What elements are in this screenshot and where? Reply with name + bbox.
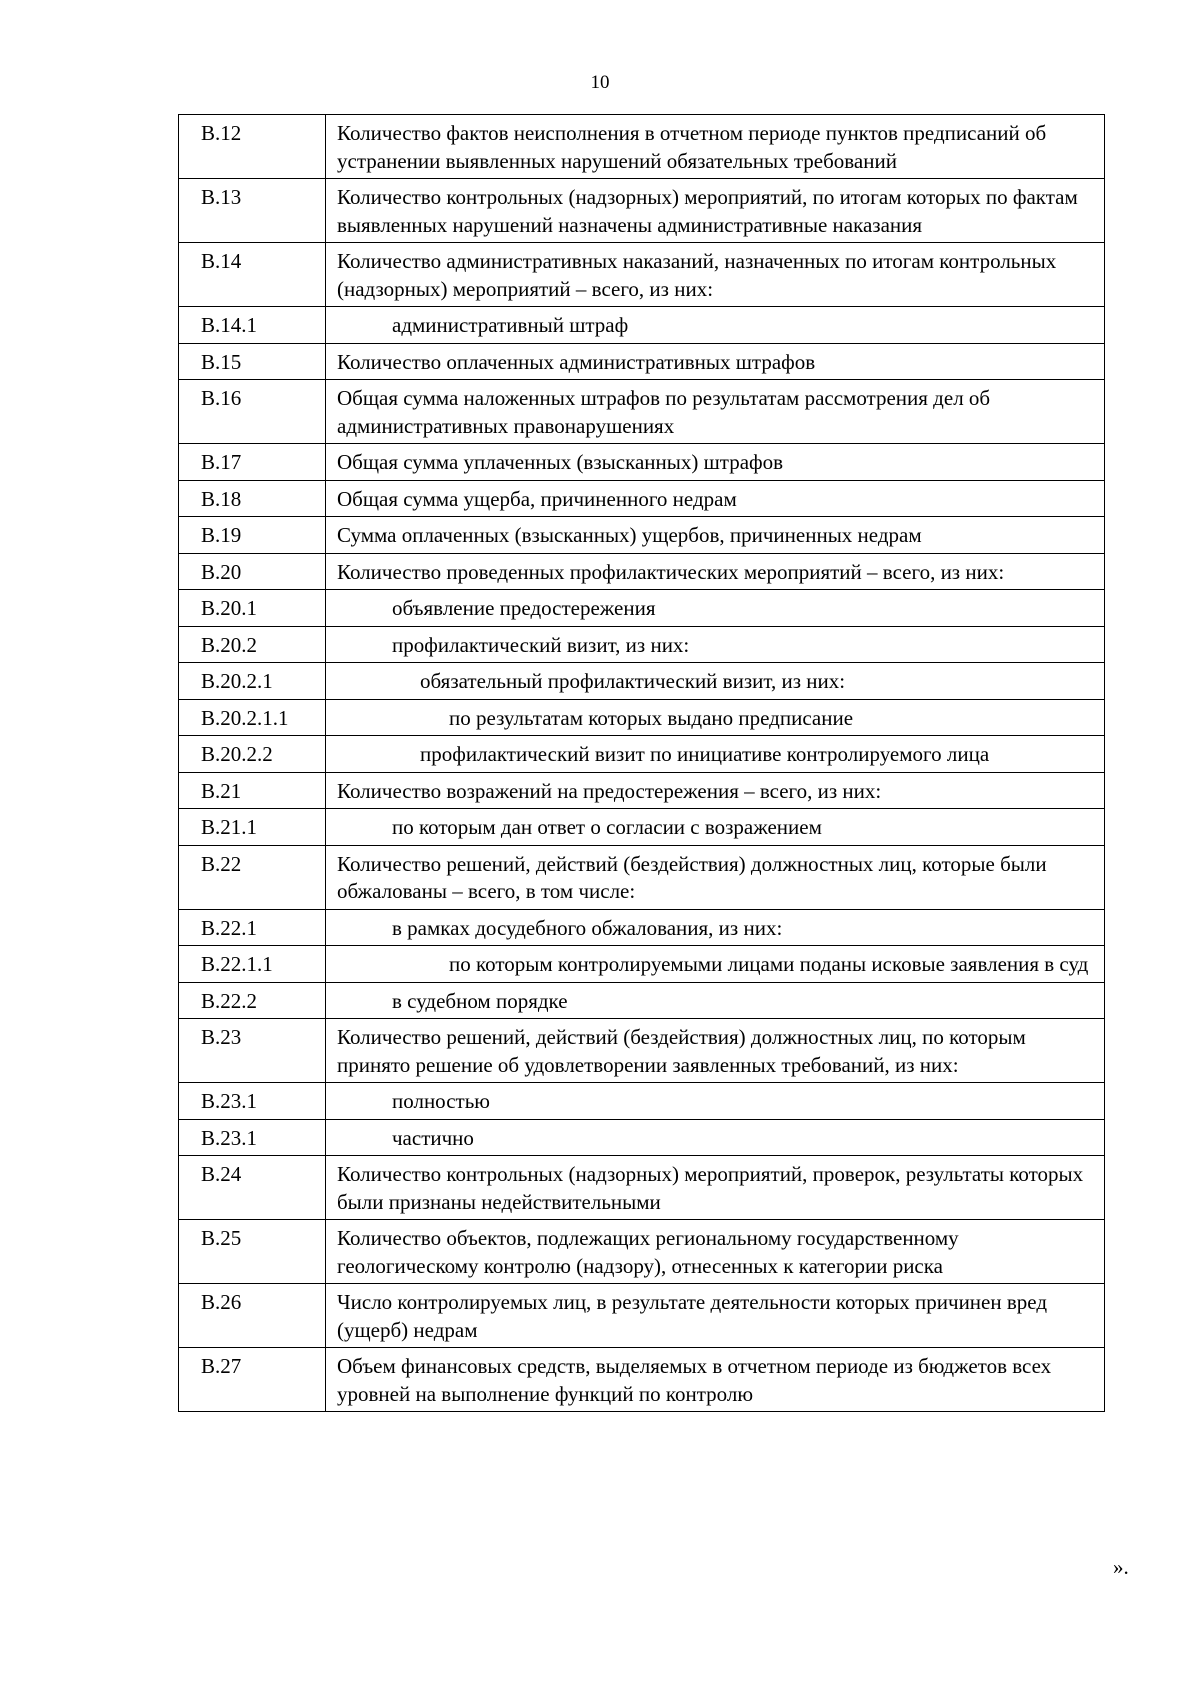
indicator-code: В.20.2.2	[179, 736, 326, 773]
table-row	[179, 663, 1105, 700]
indicator-description: Объем финансовых средств, выделяемых в отчетном периоде из бюджетов всех уровней на выполнение функций по контролю	[337, 1354, 1052, 1406]
indicator-description-cell	[326, 380, 1105, 444]
indicator-code: В.20	[179, 553, 326, 590]
indicator-description-cell	[326, 307, 1105, 344]
indicator-description: частично	[392, 1125, 474, 1150]
indicator-code: В.22.1.1	[179, 946, 326, 983]
indicator-description: полностью	[392, 1089, 490, 1113]
table-row	[179, 809, 1105, 846]
indicator-description-cell	[326, 982, 1105, 1019]
indicator-code: В.19	[179, 517, 326, 554]
indicator-code: В.16	[179, 380, 326, 444]
indicator-code: В.22.2	[179, 982, 326, 1019]
indicator-code: В.26	[179, 1284, 326, 1348]
table-row	[179, 343, 1105, 380]
indicator-description-cell	[326, 1220, 1105, 1284]
indicator-description: объявление предостережения	[392, 596, 656, 620]
indicator-description: Количество объектов, подлежащих региональному государственному геологическому контролю (надзору), отнесенных к категории риска	[337, 1226, 959, 1278]
indicator-description: Количество проведенных профилактических мероприятий – всего, из них:	[337, 559, 1005, 584]
table-row	[179, 444, 1105, 481]
indicator-description-cell	[326, 1156, 1105, 1220]
table-row	[179, 380, 1105, 444]
indicator-description-cell	[326, 179, 1105, 243]
indicator-description: Число контролируемых лиц, в результате деятельности которых причинен вред (ущерб) недрам	[337, 1290, 1048, 1342]
indicator-code: В.20.2	[179, 626, 326, 663]
indicator-code: В.15	[179, 343, 326, 380]
indicator-description-cell	[326, 1348, 1105, 1412]
table-row	[179, 845, 1105, 909]
indicator-code: В.23.1	[179, 1083, 326, 1120]
table-row	[179, 480, 1105, 517]
indicator-description: по которым дан ответ о согласии с возражением	[392, 815, 822, 839]
indicator-description-cell	[326, 736, 1105, 773]
table-row	[179, 517, 1105, 554]
indicator-code: В.20.2.1.1	[179, 699, 326, 736]
indicator-description-cell	[326, 590, 1105, 627]
indicator-description: Количество возражений на предостережения – всего, из них:	[337, 778, 882, 803]
indicator-code: В.22	[179, 845, 326, 909]
indicator-description: по которым контролируемыми лицами поданы исковые заявления в суд	[449, 952, 1089, 976]
indicator-description: Количество административных наказаний, назначенных по итогам контрольных (надзорных) мероприятий – всего, из них:	[337, 249, 1057, 301]
indicator-description-cell	[326, 699, 1105, 736]
indicator-code: В.20.2.1	[179, 663, 326, 700]
table-row	[179, 1083, 1105, 1120]
table-row	[179, 909, 1105, 946]
table-row	[179, 626, 1105, 663]
indicators-table-body	[179, 115, 1105, 1412]
indicator-description-cell	[326, 343, 1105, 380]
indicator-code: В.17	[179, 444, 326, 481]
indicator-description: административный штраф	[392, 313, 629, 337]
page-number: 10	[590, 72, 610, 93]
indicator-code: В.18	[179, 480, 326, 517]
indicator-code: В.24	[179, 1156, 326, 1220]
indicator-description-cell	[326, 553, 1105, 590]
table-row	[179, 1156, 1105, 1220]
indicator-code: В.23.1	[179, 1119, 326, 1156]
table-row	[179, 772, 1105, 809]
indicator-description-cell	[326, 480, 1105, 517]
indicator-description: Количество решений, действий (бездействия) должностных лиц, по которым принято решение об удовлетворении заявленных требований, из них:	[337, 1025, 1026, 1077]
indicator-code: В.22.1	[179, 909, 326, 946]
indicator-description: Сумма оплаченных (взысканных) ущербов, причиненных недрам	[337, 523, 922, 547]
table-row	[179, 736, 1105, 773]
indicator-code: В.25	[179, 1220, 326, 1284]
indicator-description-cell	[326, 909, 1105, 946]
table-row	[179, 115, 1105, 179]
indicator-description: обязательный профилактический визит, из них:	[420, 669, 846, 693]
indicator-description-cell	[326, 772, 1105, 809]
table-row	[179, 1119, 1105, 1156]
indicator-description: Количество фактов неисполнения в отчетном периоде пунктов предписаний об устранении выявленных нарушений обязательных требований	[337, 121, 1047, 173]
indicator-description: профилактический визит, из них:	[392, 632, 690, 657]
indicator-description: в рамках досудебного обжалования, из них:	[392, 915, 783, 940]
indicator-description-cell	[326, 845, 1105, 909]
indicator-description: в судебном порядке	[392, 988, 568, 1013]
indicator-description-cell	[326, 243, 1105, 307]
indicator-code: В.20.1	[179, 590, 326, 627]
indicator-description-cell	[326, 444, 1105, 481]
indicators-table	[178, 114, 1105, 1412]
indicator-description-cell	[326, 115, 1105, 179]
indicator-description-cell	[326, 946, 1105, 983]
indicator-code: В.12	[179, 115, 326, 179]
indicator-description-cell	[326, 1083, 1105, 1120]
table-row	[179, 307, 1105, 344]
indicator-description: Общая сумма наложенных штрафов по результатам рассмотрения дел об административных правонарушениях	[337, 386, 991, 438]
table-row	[179, 590, 1105, 627]
indicator-code: В.23	[179, 1019, 326, 1083]
indicator-code: В.21.1	[179, 809, 326, 846]
table-row	[179, 982, 1105, 1019]
indicator-description: Количество оплаченных административных штрафов	[337, 349, 816, 374]
indicator-description-cell	[326, 626, 1105, 663]
indicator-description: Общая сумма уплаченных (взысканных) штрафов	[337, 450, 784, 474]
indicator-code: В.27	[179, 1348, 326, 1412]
indicator-description: Количество контрольных (надзорных) мероприятий, по итогам которых по фактам выявленных нарушений назначены административные наказания	[337, 185, 1078, 237]
table-row	[179, 1284, 1105, 1348]
indicator-code: В.14.1	[179, 307, 326, 344]
table-row	[179, 1348, 1105, 1412]
indicator-description: по результатам которых выдано предписание	[449, 705, 854, 730]
indicator-code: В.14	[179, 243, 326, 307]
indicator-description: Количество контрольных (надзорных) мероприятий, проверок, результаты которых были признаны недействительными	[337, 1162, 1084, 1214]
table-row	[179, 699, 1105, 736]
table-row	[179, 179, 1105, 243]
table-row	[179, 1019, 1105, 1083]
indicator-description-cell	[326, 517, 1105, 554]
indicator-description-cell	[326, 809, 1105, 846]
table-row	[179, 1220, 1105, 1284]
table-row	[179, 243, 1105, 307]
indicator-description: профилактический визит по инициативе контролируемого лица	[420, 742, 990, 766]
indicator-description-cell	[326, 663, 1105, 700]
indicator-code: В.13	[179, 179, 326, 243]
indicator-code: В.21	[179, 772, 326, 809]
indicator-description-cell	[326, 1119, 1105, 1156]
indicator-description-cell	[326, 1019, 1105, 1083]
indicator-description: Количество решений, действий (бездействия) должностных лиц, которые были обжалованы – всего, в том числе:	[337, 851, 1047, 903]
table-row	[179, 946, 1105, 983]
table-row	[179, 553, 1105, 590]
indicator-description-cell	[326, 1284, 1105, 1348]
indicator-description: Общая сумма ущерба, причиненного недрам	[337, 486, 737, 511]
closing-quote-mark: ».	[1113, 1555, 1129, 1579]
